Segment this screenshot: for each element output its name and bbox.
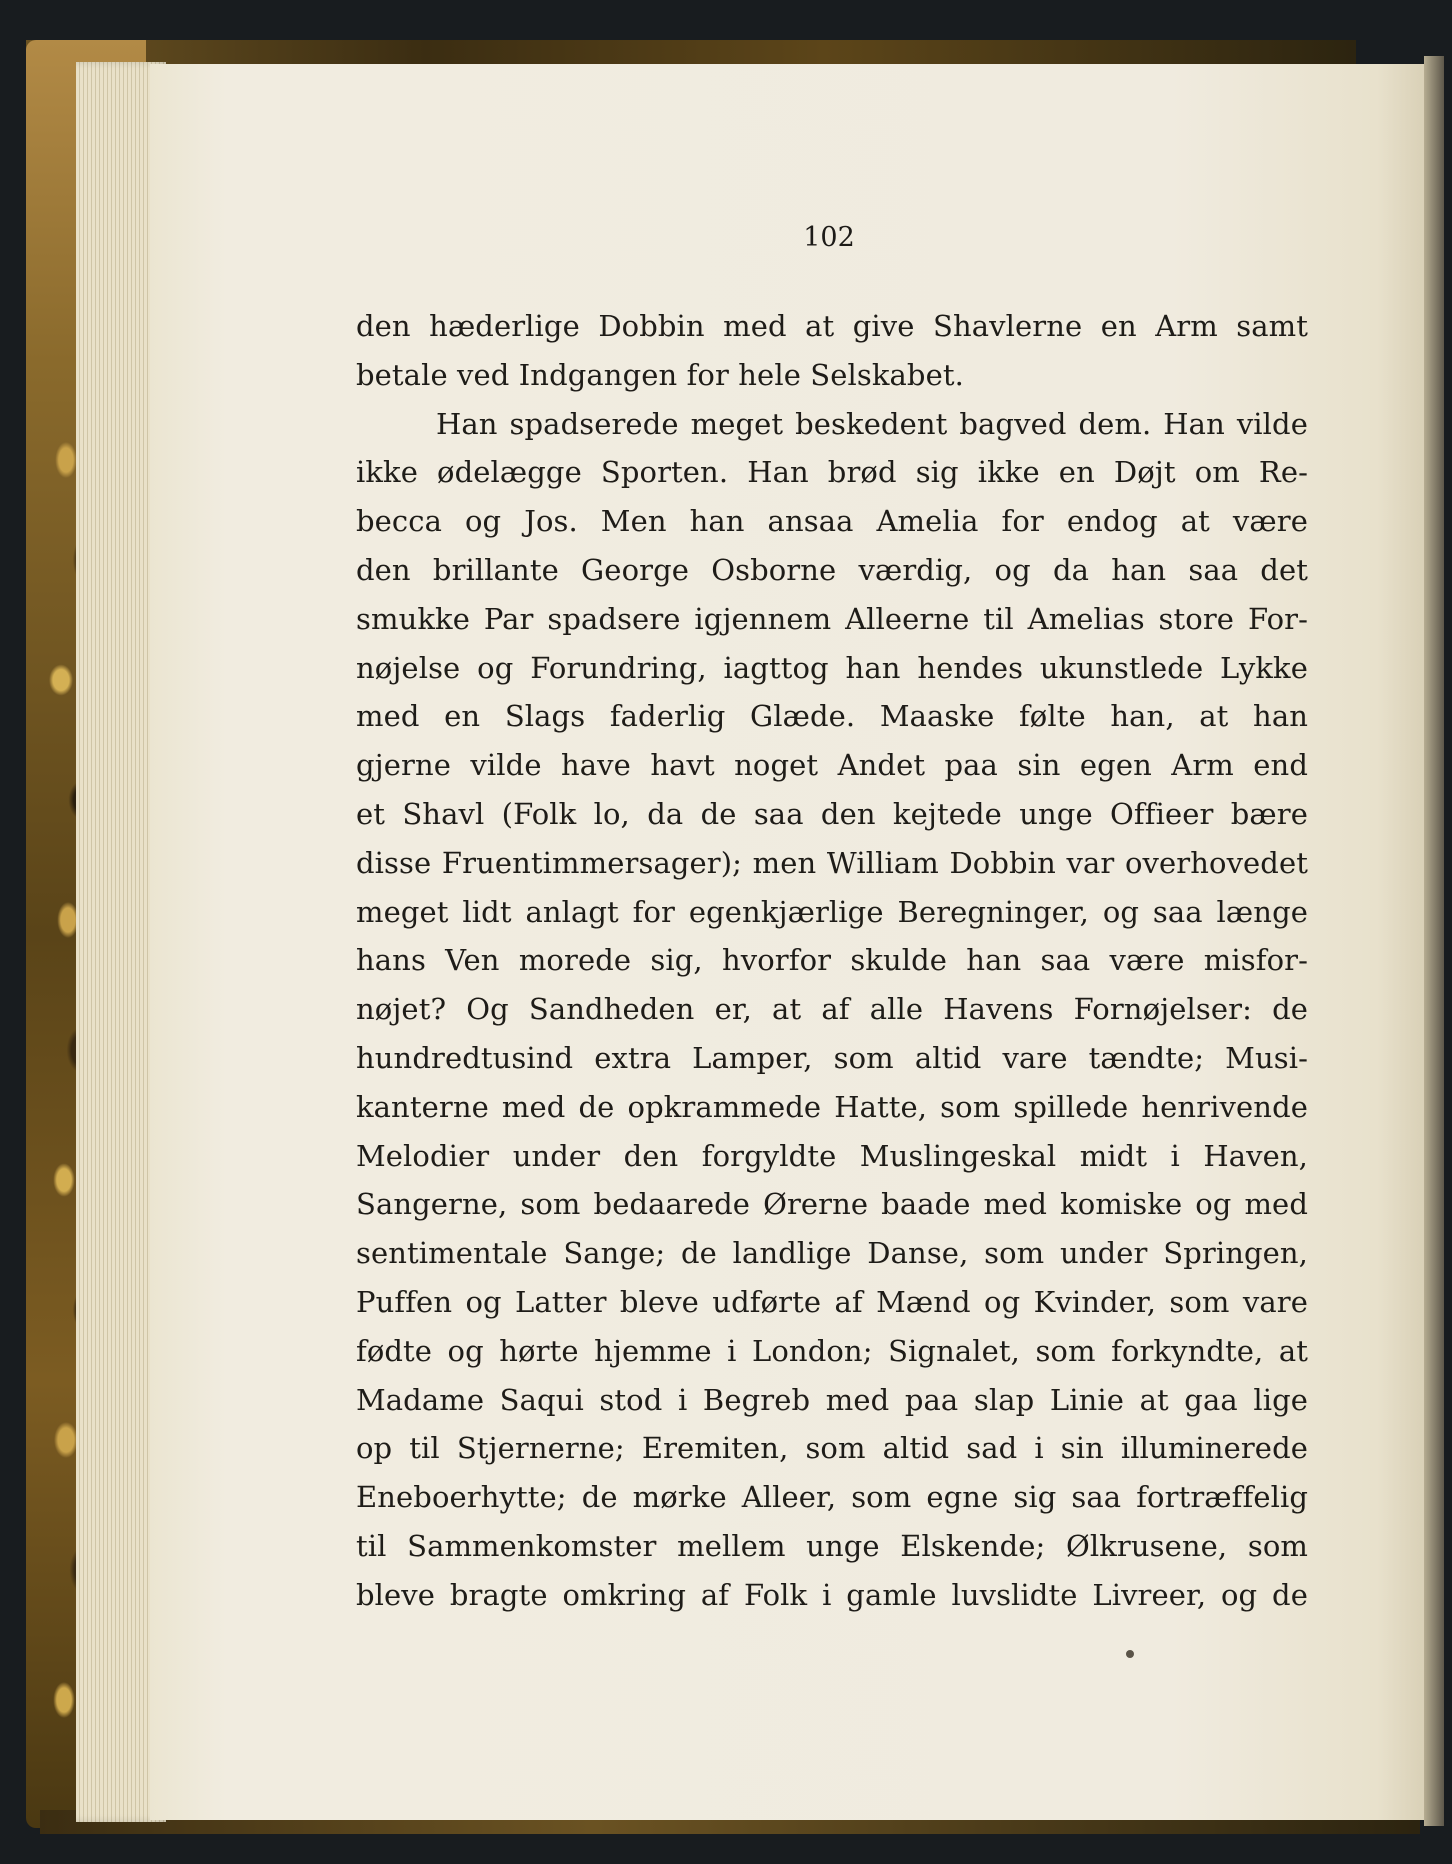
text-line: nøjet? Og Sandheden er, at af alle Havens Fornøjelser: de [356, 992, 1308, 1027]
text-line: den hæderlige Dobbin med at give Shavlerne en Arm samt [356, 309, 1308, 343]
text-line: smukke Par spadsere igjennem Alleerne til Amelias store For- [356, 601, 1308, 636]
text-line: hans Ven morede sig, hvorfor skulde han saa være misfor- [356, 943, 1308, 978]
text-line: med en Slags faderlig Glæde. Maaske følte han, at han [356, 699, 1308, 734]
text-line: Sangerne, som bedaarede Ørerne baade med komiske og med [356, 1187, 1308, 1222]
text-line: fødte og hørte hjemme i London; Signalet, som forkyndte, at [356, 1333, 1308, 1368]
text-line: kanterne med de opkrammede Hatte, som spillede henrivende [356, 1089, 1308, 1124]
text-line: den brillante George Osborne værdig, og da han saa det [356, 552, 1308, 587]
text-line: meget lidt anlagt for egenkjærlige Beregninger, og saa længe [356, 894, 1308, 929]
text-line: Han spadserede meget beskedent bagved dem. Han vilde [436, 406, 1308, 441]
text-line: betale ved Indgangen for hele Selskabet. [356, 357, 964, 392]
text-line: nøjelse og Forundring, iagttog han hendes ukunstlede Lykke [356, 650, 1308, 685]
text-line: ikke ødelægge Sporten. Han brød sig ikke en Døjt om Re- [356, 455, 1308, 490]
text-line: sentimentale Sange; de landlige Danse, som under Springen, [356, 1236, 1308, 1271]
text-line: Melodier under den forgyldte Muslingeskal midt i Haven, [356, 1138, 1308, 1173]
paper-speck [1126, 1650, 1134, 1658]
text-line: til Sammenkomster mellem unge Elskende; Ølkrusene, som [356, 1528, 1308, 1563]
text-line: Puffen og Latter bleve udførte af Mænd og Kvinder, som vare [356, 1284, 1308, 1319]
text-line: gjerne vilde have havt noget Andet paa sin egen Arm end [356, 748, 1308, 783]
text-line: bleve bragte omkring af Folk i gamle luvslidte Livreer, og de [356, 1577, 1308, 1612]
text-line: becca og Jos. Men han ansaa Amelia for endog at være [356, 504, 1308, 539]
page-gutter-shadow [1424, 56, 1444, 1826]
text-line: disse Fruentimmersager); men William Dobbin var overhovedet [356, 845, 1308, 880]
body-text [356, 302, 1308, 1620]
text-line: Eneboerhytte; de mørke Alleer, som egne sig saa fortræffelig [356, 1480, 1308, 1515]
text-line: et Shavl (Folk lo, da de saa den kejtede unge Offieer bære [356, 796, 1308, 831]
text-line: op til Stjernerne; Eremiten, som altid sad i sin illuminerede [356, 1431, 1308, 1466]
text-line: hundredtusind extra Lamper, som altid vare tændte; Musi- [356, 1040, 1308, 1075]
text-line: Madame Saqui stod i Begreb med paa slap Linie at gaa lige [356, 1382, 1308, 1417]
page-number: 102 [803, 222, 855, 253]
